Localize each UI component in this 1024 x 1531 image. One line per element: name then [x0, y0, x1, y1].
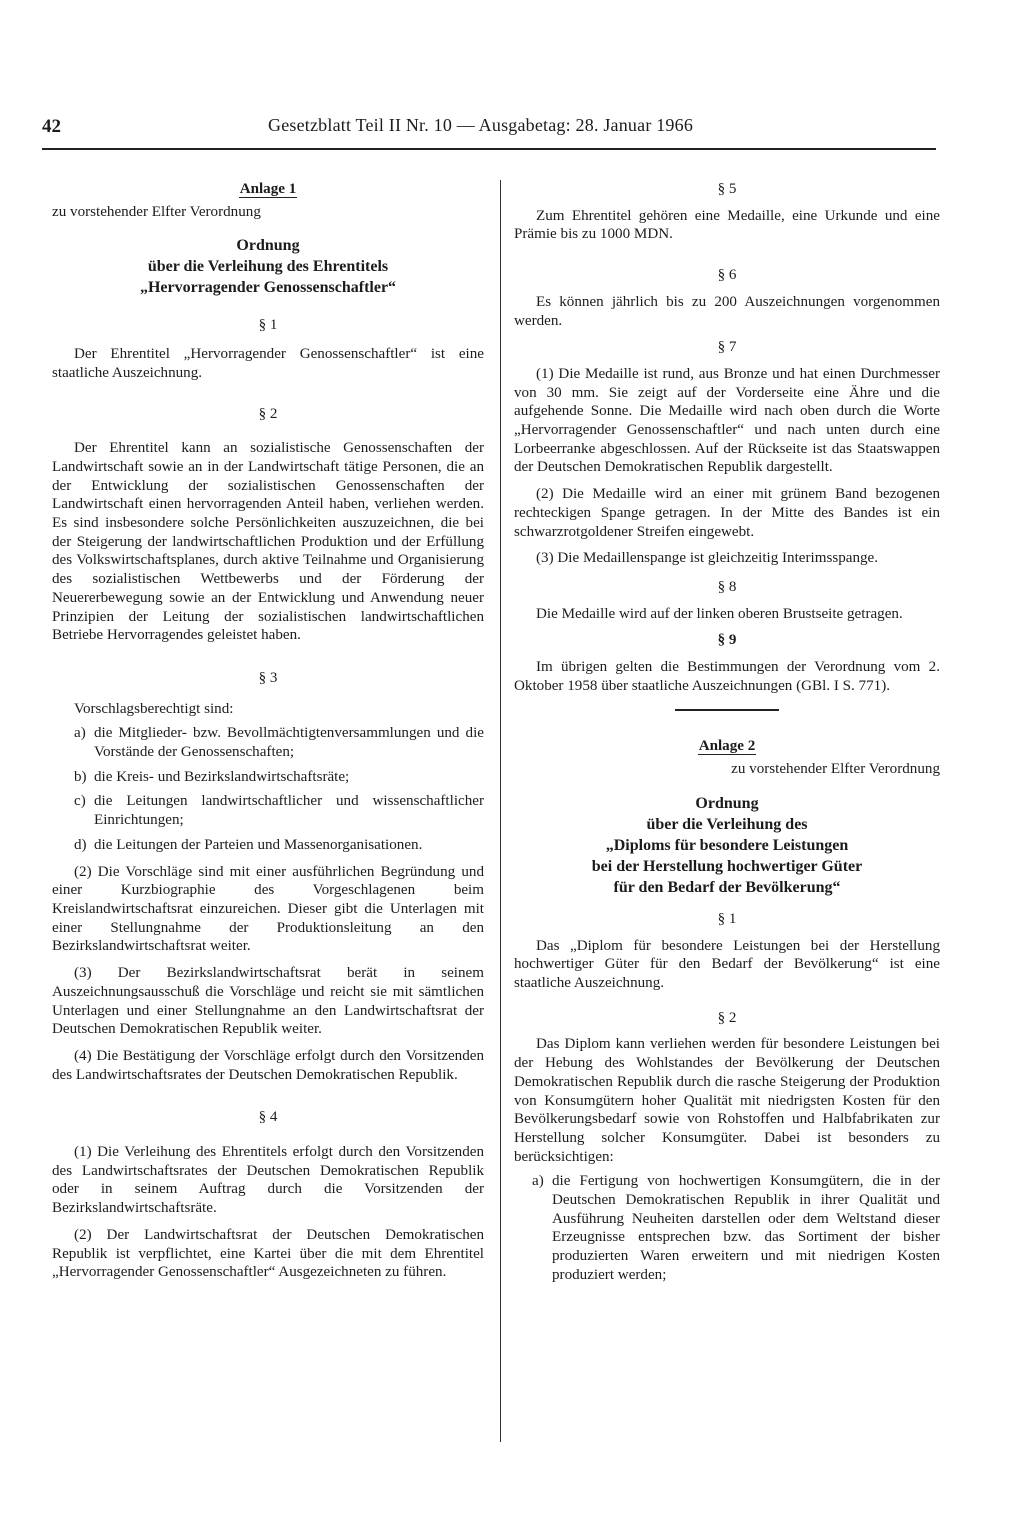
a1-s3-list [52, 724, 484, 854]
anlage2-title-line-4: bei der Herstellung hochwertiger Güter [591, 857, 863, 875]
a1-s1-sign: § 1 [258, 317, 278, 334]
a1-s6-sign: § 6 [717, 267, 737, 284]
a2-s1-text: Das „Diplom für besondere Leistungen bei der Herstellung hochwertiger Güter für den Bedarf der Bevölkerung“ ist eine staatliche Auszeichnung. [514, 937, 940, 991]
a1-s3-p3: (3) Der Bezirkslandwirtschaftsrat berät in seinem Auszeichnungsausschuß die Vorschläge und reicht sie mit sämtlichen Unterlagen und einer Stellungnahme an den Landwirtschaftsrat der Deutschen Demokratischen Republik weiter. [52, 965, 484, 1038]
list-marker: a) [532, 1173, 544, 1190]
list-text: die Fertigung von hochwertigen Konsumgütern, die in der Deutschen Demokratischen Republik in ihrer Qualität und Ausführung Neuheiten darstellen oder dem Weltstand dieser Erzeugnisse entsprechen bzw. das Sortiment der bisher produzierten Waren erweitern und mit niedrigen Kosten produziert werden; [552, 1173, 940, 1283]
a1-s4-p1: (1) Die Verleihung des Ehrentitels erfolgt durch den Vorsitzenden des Landwirtschaftsrates der Deutschen Demokratischen Republik oder in seinem Auftrag durch die Vorsitzenden der Bezirkslandwirtschaftsräte. [52, 1144, 484, 1217]
a1-s3-p4: (4) Die Bestätigung der Vorschläge erfolgt durch den Vorsitzenden des Landwirtschaftsrates der Deutschen Demokratischen Republik. [52, 1047, 484, 1083]
a1-s9-text: Im übrigen gelten die Bestimmungen der Verordnung vom 2. Oktober 1958 über staatliche Auszeichnungen (GBl. I S. 771). [514, 659, 940, 694]
anlage2-heading: Anlage 2 [698, 738, 756, 755]
a1-s3-sign: § 3 [258, 669, 278, 686]
anlage1-subtitle: zu vorstehender Elfter Verordnung [52, 203, 261, 220]
a1-s8-sign: § 8 [717, 578, 737, 595]
a1-s3-intro: Vorschlagsberechtigt sind: [74, 700, 234, 717]
a1-s4-p2: (2) Der Landwirtschaftsrat der Deutschen Demokratischen Republik ist verpflichtet, eine Kartei über die mit dem Ehrentitel „Hervorragender Genossenschaftler“ Ausgezeichneten zu führen. [52, 1226, 484, 1281]
list-item [74, 836, 484, 855]
a1-s7-p3: (3) Die Medaillenspange ist gleichzeitig Interimsspange. [536, 550, 879, 567]
page-header [42, 114, 934, 142]
a1-s2-sign: § 2 [258, 405, 278, 422]
a1-s8-text: Die Medaille wird auf der linken oberen Brustseite getragen. [536, 605, 903, 622]
list-marker: c) [74, 793, 86, 810]
column-divider [500, 180, 501, 1442]
anlage2-title-line-3: „Diploms für besondere Leistungen [605, 836, 849, 854]
page-number: 42 [42, 116, 61, 137]
anlage2-subtitle: zu vorstehender Elfter Verordnung [731, 761, 940, 778]
anlage2-title-line-2: über die Verleihung des [646, 815, 808, 833]
left-column [52, 180, 484, 1282]
list-marker: b) [74, 768, 87, 785]
a1-s9-sign: § 9 [717, 632, 737, 649]
list-item [74, 768, 484, 787]
anlage1-heading: Anlage 1 [239, 181, 297, 197]
a1-s7-p1: (1) Die Medaille ist rund, aus Bronze und hat einen Durchmesser von 30 mm. Sie zeigt auf der Vorderseite eine Ähre und die aufgehende Sonne. Die Medaille wird nach oben durch die Worte „Hervorragender Genossenschaftler“ und nach unten durch eine Lorbeerranke abgeschlossen. Auf der Rückseite ist das Staatswappen der Deutschen Demokratischen Republik dargestellt. [514, 365, 940, 476]
anlage1-title-line-1: Ordnung [236, 237, 300, 255]
a1-s1-text: Der Ehrentitel „Hervorragender Genossenschaftler“ ist eine staatliche Auszeichnung. [52, 346, 484, 381]
section-separator [675, 709, 779, 711]
right-column [514, 180, 940, 1285]
list-text: die Leitungen landwirtschaftlicher und wissenschaftlicher Einrichtungen; [94, 793, 484, 829]
a2-s2-text: Das Diplom kann verliehen werden für besondere Leistungen bei der Hebung des Wohlstandes der Bevölkerung der Deutschen Demokratischen Republik durch die rasche Steigerung der Produktion von Konsumgütern hoher Qualität mit niedrigsten Kosten für den Bevölkerungsbedarf sowie von Rohstoffen und Halbfabrikaten zur Herstellung solcher Konsumgüter. Dabei ist besonders zu berücksichtigen: [514, 1036, 940, 1165]
list-text: die Mitglieder- bzw. Bevollmächtigtenversammlungen und die Vorstände der Genossenschaften; [94, 725, 484, 761]
a1-s5-sign: § 5 [717, 181, 737, 197]
list-marker: d) [74, 836, 87, 853]
list-text: die Kreis- und Bezirkslandwirtschaftsräte; [94, 768, 350, 785]
a2-s2-list [514, 1172, 940, 1284]
a1-s7-p2: (2) Die Medaille wird an einer mit grünem Band bezogenen rechteckigen Spange getragen. In der Mitte des Bandes ist ein schwarzrotgoldener Streifen eingewebt. [514, 486, 940, 540]
anlage1-title-line-3: „Hervorragender Genossenschaftler“ [139, 279, 397, 297]
anlage2-title [514, 793, 940, 898]
a1-s7-sign: § 7 [717, 339, 737, 356]
a2-s1-sign: § 1 [717, 910, 737, 927]
anlage1-title-line-2: über die Verleihung des Ehrentitels [147, 258, 389, 276]
header-rule [42, 148, 936, 150]
anlage1-title [52, 235, 484, 298]
list-item [532, 1172, 940, 1284]
a1-s6-text: Es können jährlich bis zu 200 Auszeichnungen vorgenommen werden. [514, 293, 940, 329]
list-marker: a) [74, 725, 86, 742]
a1-s2-text: Der Ehrentitel kann an sozialistische Genossenschaften der Landwirtschaft sowie an in der Landwirtschaft tätige Personen, die an der Entwicklung der sozialistischen Genossenschaften der Landwirtschaft einen hervorragenden Anteil haben, verliehen werden. Es sind insbesondere solche Persönlichkeiten auszuzeichnen, die bei der Steigerung der landwirtschaftlichen Produktion und der Erfüllung des Volkswirtschaftsplanes, durch aktive Teilnahme und Organisierung des sozialistischen Wettbewerbs und der Förderung der Neuererbewegung sowie an der Entwicklung und Anwendung neuer Prinzipien der Leitung der sozialistischen landwirtschaftlichen Betriebe Hervorragendes geleistet haben. [52, 440, 484, 644]
list-item [74, 724, 484, 761]
header-title: Gesetzblatt Teil II Nr. 10 — Ausgabetag: 28. Januar 1966 [268, 115, 694, 135]
a1-s5-text: Zum Ehrentitel gehören eine Medaille, eine Urkunde und eine Prämie bis zu 1000 MDN. [514, 207, 940, 243]
a2-s2-sign: § 2 [717, 1009, 737, 1026]
list-item [74, 792, 484, 829]
a1-s4-sign: § 4 [258, 1109, 278, 1126]
anlage2-title-line-5: für den Bedarf der Bevölkerung“ [613, 878, 841, 896]
anlage2-title-line-1: Ordnung [695, 794, 759, 812]
list-text: die Leitungen der Parteien und Massenorganisationen. [94, 836, 423, 853]
a1-s3-p2: (2) Die Vorschläge sind mit einer ausführlichen Begründung und einer Kurzbiographie des Vorgeschlagenen beim Kreislandwirtschaftsrat einzureichen. Dieser gibt die Unterlagen mit einer Stellungnahme der Produktionsleitung an den Bezirkslandwirtschaftsrat weiter. [52, 863, 484, 955]
